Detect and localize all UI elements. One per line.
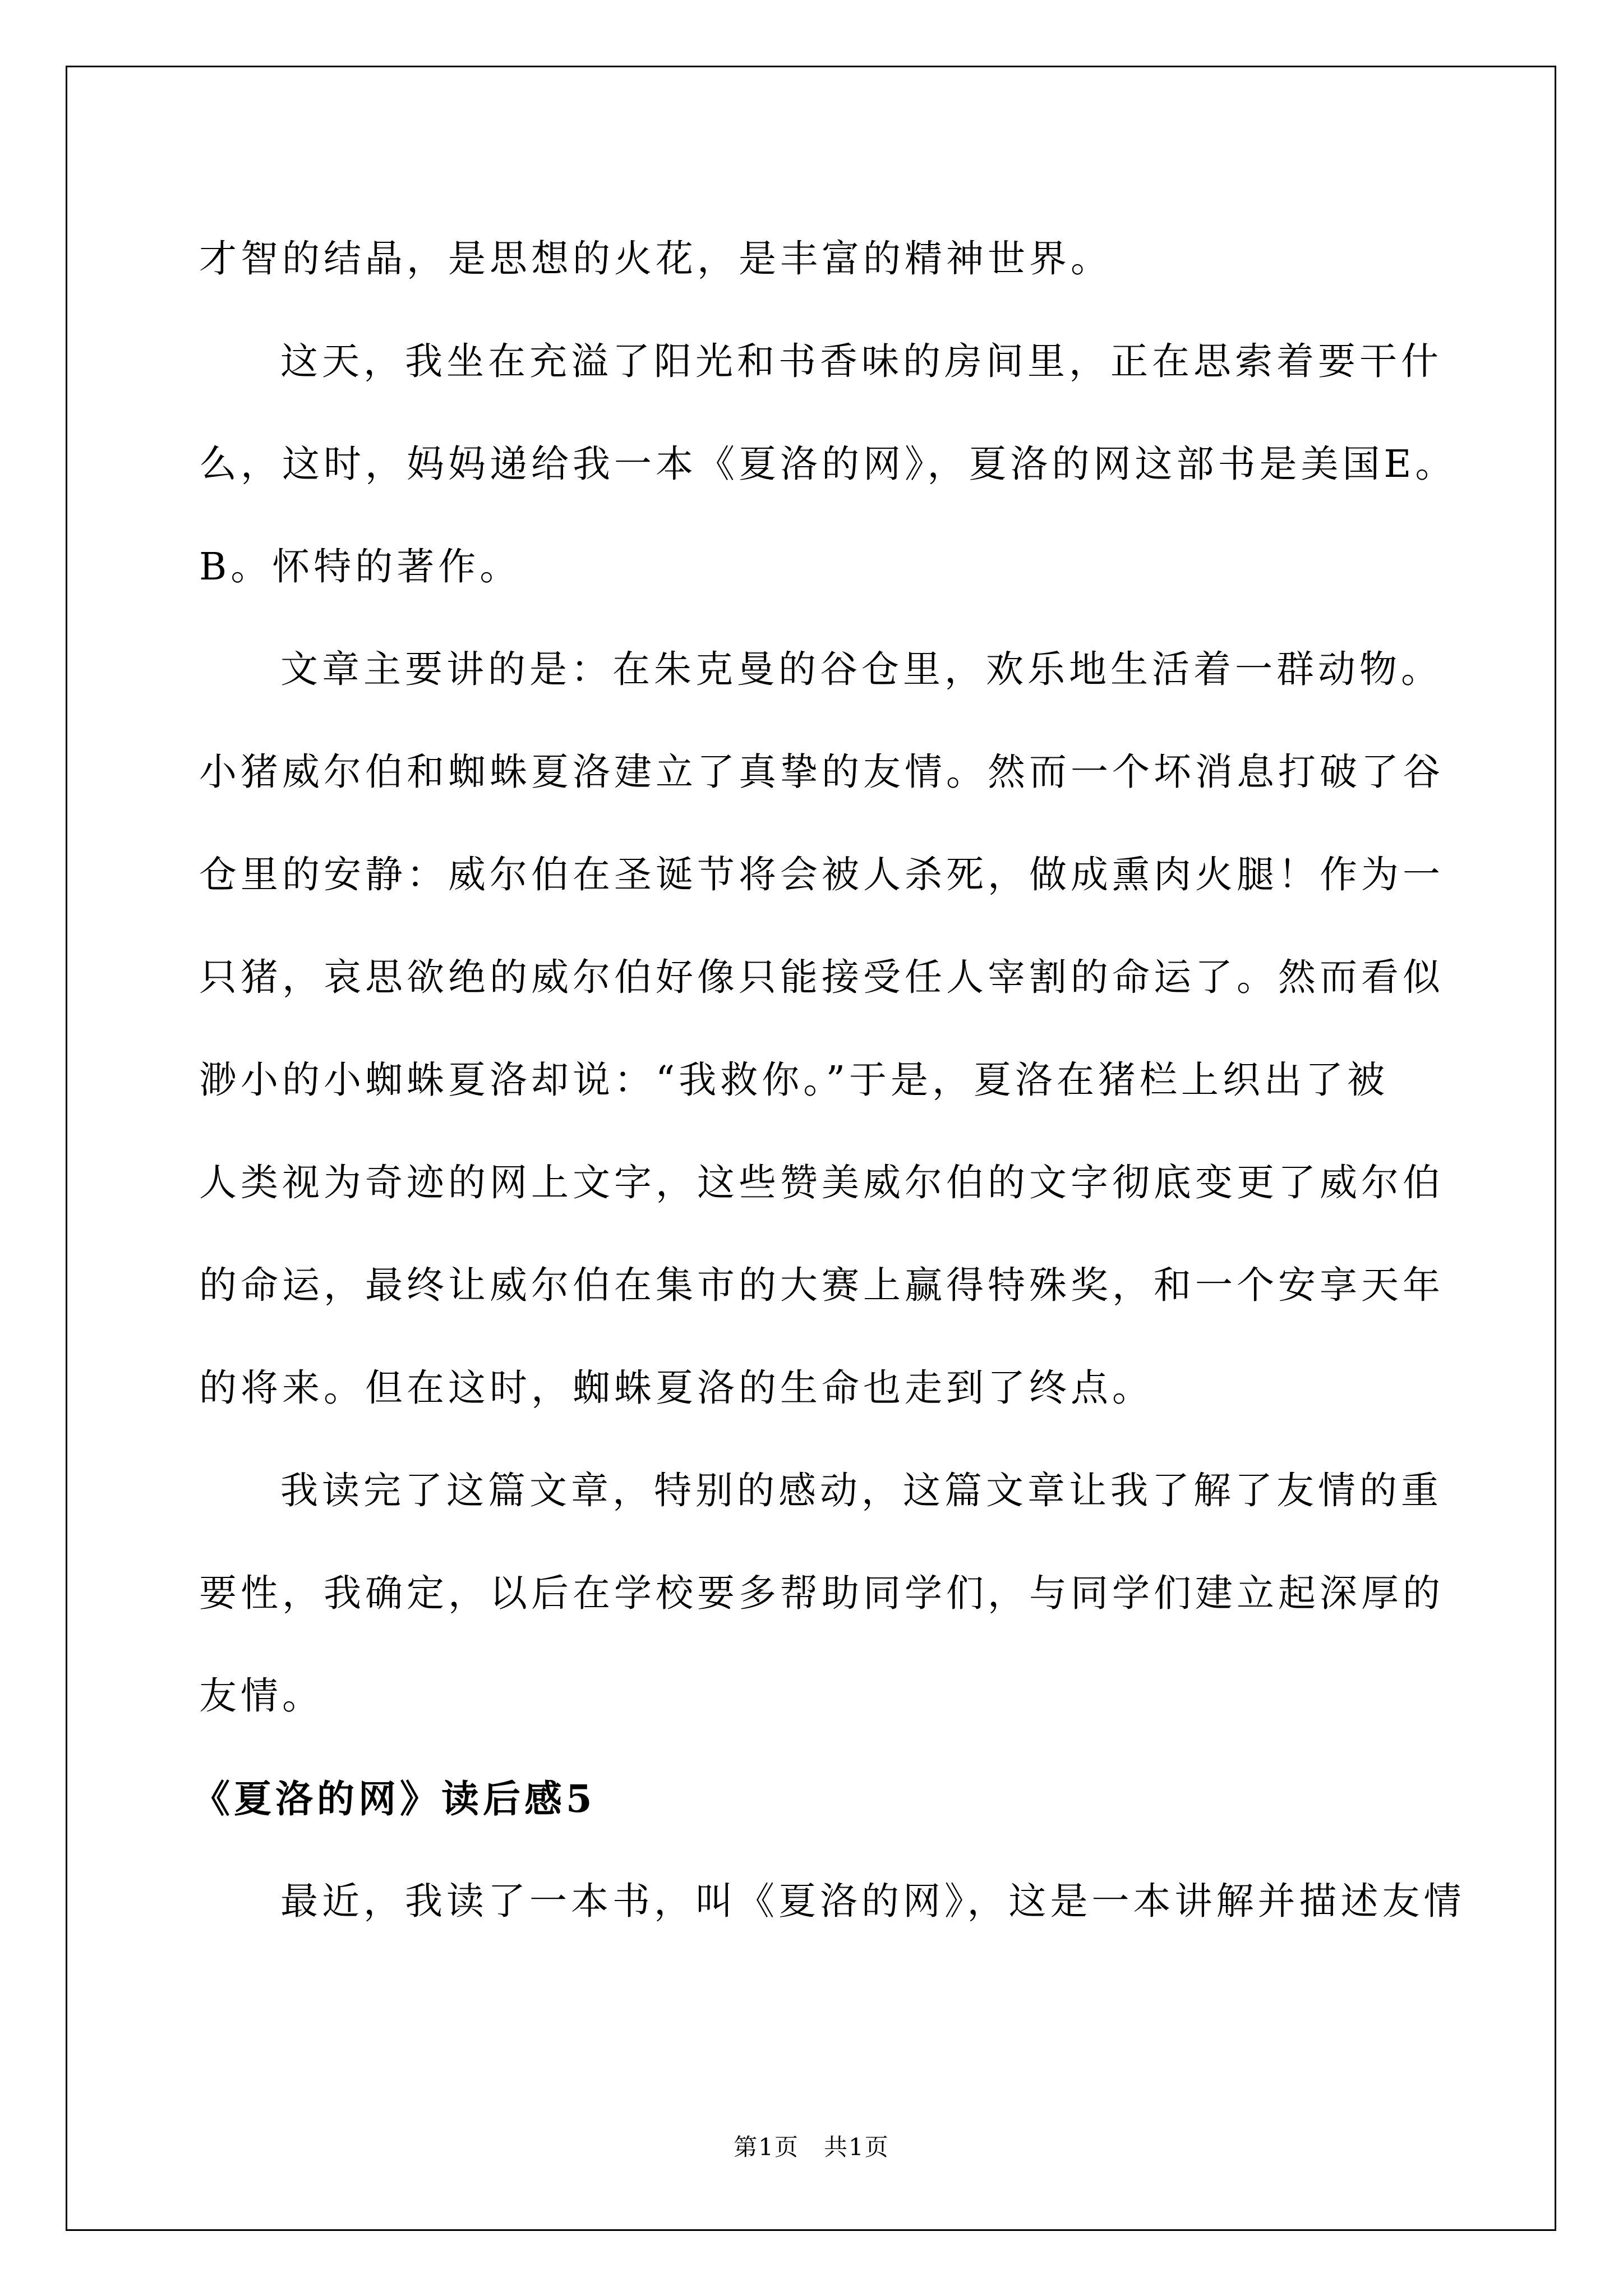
text-line: 的将来。但在这时，蜘蛛夏洛的生命也走到了终点。 <box>199 1366 1154 1410</box>
text-line: 的命运，最终让威尔伯在集市的大赛上赢得特殊奖，和一个安享天年 <box>199 1263 1444 1307</box>
text-line: 么，这时，妈妈递给我一本《夏洛的网》，夏洛的网这部书是美国E。 <box>199 442 1457 486</box>
page-footer: 第1页 共1页 <box>734 2133 889 2161</box>
paragraph-next-essay <box>199 1850 1465 1953</box>
paragraph-reflection <box>199 1439 1444 1747</box>
text-line: 人类视为奇迹的网上文字，这些赞美威尔伯的文字彻底变更了威尔伯 <box>199 1161 1444 1204</box>
section-title: 《夏洛的网》读后感5 <box>192 1777 596 1821</box>
text-line: 我读完了这篇文章，特别的感动，这篇文章让我了解了友情的重 <box>280 1469 1442 1512</box>
text-line: 这天，我坐在充溢了阳光和书香味的房间里，正在思索着要干什 <box>280 339 1442 383</box>
document-body <box>192 208 1465 1953</box>
paragraph-intro <box>199 310 1457 618</box>
paragraph-summary <box>199 618 1444 1439</box>
text-line: 才智的结晶，是思想的火花，是丰富的精神世界。 <box>199 237 1112 280</box>
text-line: 仓里的安静：威尔伯在圣诞节将会被人杀死，做成熏肉火腿！作为一 <box>199 853 1444 896</box>
text-line: 最近，我读了一本书，叫《夏洛的网》，这是一本讲解并描述友情 <box>280 1879 1465 1923</box>
text-line: 要性，我确定，以后在学校要多帮助同学们，与同学们建立起深厚的 <box>199 1571 1444 1615</box>
text-line: 渺小的小蜘蛛夏洛却说：“我救你。”于是，夏洛在猪栏上织出了被 <box>199 1058 1389 1102</box>
paragraph-continuation <box>199 208 1422 310</box>
text-line: 文章主要讲的是：在朱克曼的谷仓里，欢乐地生活着一群动物。 <box>280 647 1442 691</box>
text-line: B。怀特的著作。 <box>199 545 522 588</box>
text-line: 只猪，哀思欲绝的威尔伯好像只能接受任人宰割的命运了。然而看似 <box>199 955 1444 999</box>
text-line: 小猪威尔伯和蜘蛛夏洛建立了真挚的友情。然而一个坏消息打破了谷 <box>199 750 1444 794</box>
text-line: 友情。 <box>199 1674 324 1718</box>
